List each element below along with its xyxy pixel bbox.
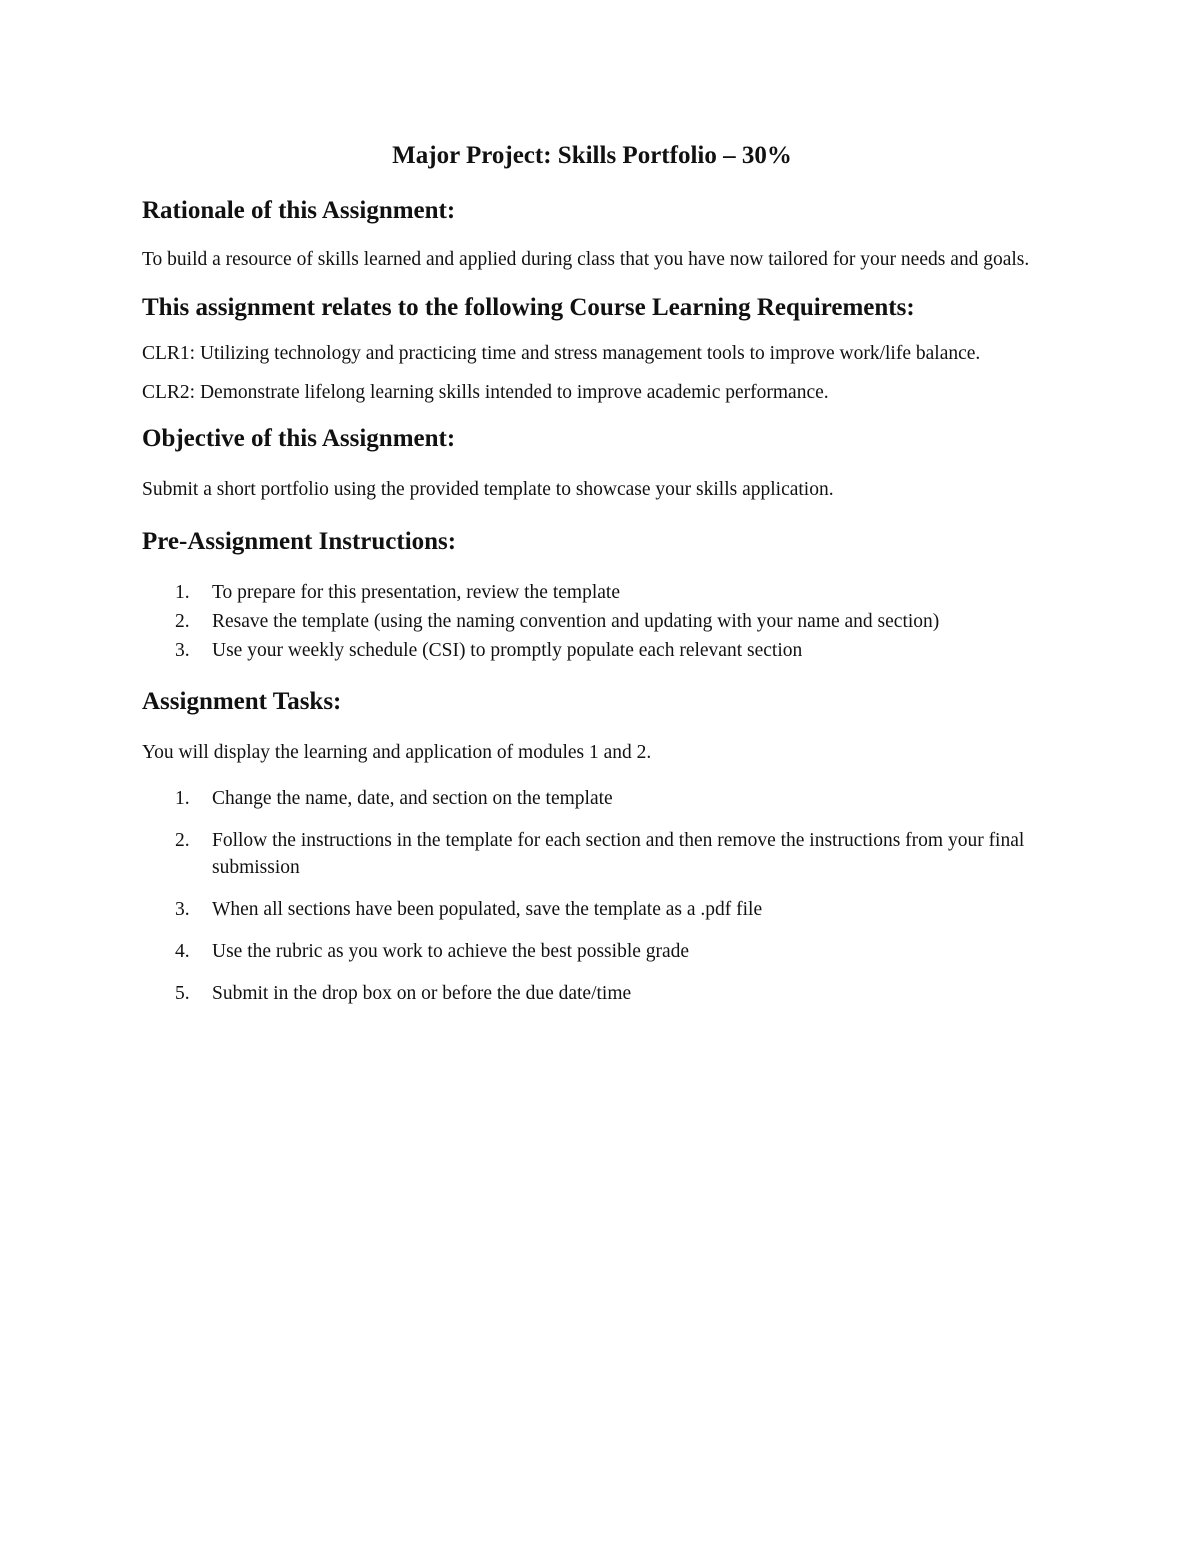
list-number: 4. (175, 941, 190, 962)
list-number: 2. (175, 830, 190, 851)
list-item (142, 896, 1042, 923)
list-item (142, 938, 1042, 965)
list-item-text: Change the name, date, and section on the template (212, 788, 613, 809)
list-item (142, 827, 1042, 881)
objective-text: Submit a short portfolio using the provided template to showcase your skills application. (142, 479, 834, 500)
objective-heading: Objective of this Assignment: (142, 424, 456, 452)
list-item-text: To prepare for this presentation, review the template (212, 581, 620, 603)
list-number: 5. (175, 983, 190, 1004)
list-number: 1. (175, 788, 190, 809)
tasks-heading: Assignment Tasks: (142, 687, 342, 715)
list-item-text: Use the rubric as you work to achieve the best possible grade (212, 941, 690, 962)
list-number: 3. (175, 639, 190, 661)
pre-instructions-heading: Pre-Assignment Instructions: (142, 528, 457, 555)
document-page (142, 140, 1042, 1022)
rationale-heading: Rationale of this Assignment: (142, 196, 456, 224)
clr1-text: CLR1: Utilizing technology and practicing time and stress management tools to improve work/life balance. (142, 342, 981, 364)
list-number: 2. (175, 610, 190, 632)
list-item-text: Use your weekly schedule (CSI) to promptly populate each relevant section (212, 639, 803, 661)
list-item (142, 785, 1042, 812)
tasks-list (142, 785, 1042, 1007)
clr2-text: CLR2: Demonstrate lifelong learning skills intended to improve academic performance. (142, 381, 829, 403)
list-item (142, 637, 1042, 664)
list-item-text: When all sections have been populated, save the template as a .pdf file (212, 899, 763, 920)
clr-heading: This assignment relates to the following Course Learning Requirements: (142, 294, 915, 321)
list-number: 3. (175, 899, 190, 920)
list-item-text: Follow the instructions in the template for each section and then remove the instructions from your final submission (212, 830, 1025, 878)
list-item (142, 608, 1042, 635)
tasks-intro: You will display the learning and application of modules 1 and 2. (142, 742, 652, 763)
list-item (142, 579, 1042, 606)
list-number: 1. (175, 581, 190, 603)
document-title: Major Project: Skills Portfolio – 30% (392, 142, 792, 169)
rationale-text: To build a resource of skills learned and applied during class that you have now tailored for your needs and goals. (142, 249, 1030, 270)
pre-instructions-list (142, 579, 1042, 664)
list-item (142, 980, 1042, 1007)
list-item-text: Resave the template (using the naming convention and updating with your name and section) (212, 610, 940, 632)
list-item-text: Submit in the drop box on or before the due date/time (212, 983, 632, 1004)
